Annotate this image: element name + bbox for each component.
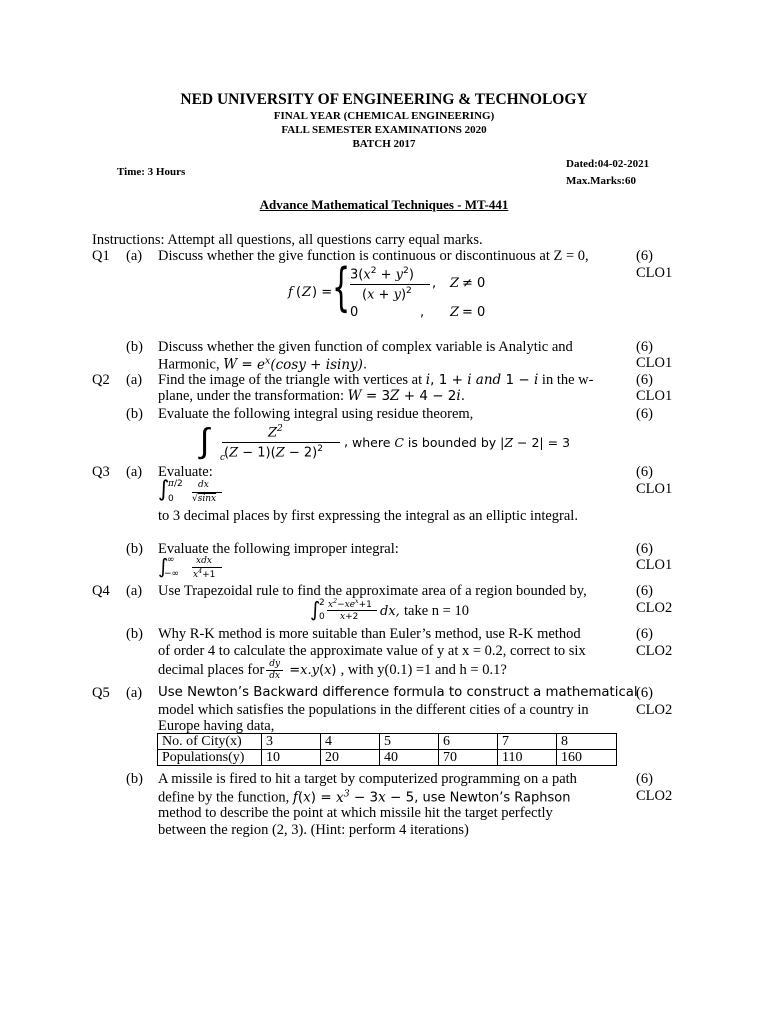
q5b-line1: A missile is fired to hit a target by computerized programming on a path [158,771,577,787]
q4b-dydx: $\frac{dy}{dx}$ [266,660,283,681]
q3a-label: (a) [126,464,143,480]
q5b-line2: define by the function, $f(x) = x^3 - 3x - 5$, use Newton’s Raphson [158,788,571,806]
q1b-line2-text: Harmonic, [158,356,224,373]
q5b-marks: (6) [636,771,653,787]
course-title: Advance Mathematical Techniques - MT-441 [259,197,509,212]
q5b-line3: method to describe the point at which missile hit the target perfectly [158,805,553,821]
q3a-marks: (6) [636,464,653,480]
table-cell: 6 [439,734,498,750]
q2a-marks: (6) [636,372,653,388]
q2a-clo: CLO1 [636,388,673,404]
q5a-clo: CLO2 [636,702,673,718]
q4b-line2: of order 4 to calculate the approximate value of y at x = 0.2, correct to six [158,643,586,659]
q1a-clo: CLO1 [636,265,673,281]
table-cell: 3 [262,734,321,750]
q2a-line2: plane, under the transformation: W = 3Z + 4 − 2i. [158,388,466,404]
q3a-clo: CLO1 [636,481,673,497]
q1a-piecewise-equation: f ( Z ) = { $3(x^2 + y^2)$ $(x + y)^2$ , Z ≠ 0 0 , Z = 0 [288,258,486,320]
question-number-q3: Q3 [92,464,110,480]
question-number-q5: Q5 [92,685,110,701]
q2a-label: (a) [126,372,143,388]
instructions: Instructions: Attempt all questions, all questions carry equal marks. [92,232,483,248]
batch-line: BATCH 2017 [352,138,416,150]
q3b-clo: CLO1 [636,557,673,573]
time-label: Time: 3 Hours [117,166,186,178]
q5a-label: (a) [126,685,143,701]
table-cell: 70 [439,750,498,766]
table-cell: Populations(y) [158,750,262,766]
q1b-line2: Harmonic, $W = e^x(\cos y + isiny)$. [158,355,368,373]
q5b-line4: between the region (2, 3). (Hint: perform 4 iterations) [158,822,469,838]
q1b-label: (b) [126,339,143,355]
q2b-marks: (6) [636,406,653,422]
q1a-text: Discuss whether the give function is continuous or discontinuous at Z = 0, [158,248,589,264]
q2b-label: (b) [126,406,143,422]
q2a-line2-text: plane, under the transformation: [158,388,348,404]
q2a-line1-text: Find the image of the triangle with vertices at [158,372,426,388]
q2b-residue-integral: ∫ c $Z^2$ $(Z - 1)(Z - 2)^2$ , where C is bounded by |Z − 2| = 3 [200,421,571,463]
table-cell: 10 [262,750,321,766]
q1b-marks: (6) [636,339,653,355]
table-cell: 160 [557,750,617,766]
q5b-clo: CLO2 [636,788,673,804]
q3b-improper-integral: ∫ ∞ −∞ xdx $x^4+1$ [158,556,238,584]
table-cell: 7 [498,734,557,750]
q3a-integral: ∫ π /2 0 dx √sinx [158,479,238,509]
q2a-line1-suffix: in the w- [538,372,594,388]
table-cell: 40 [380,750,439,766]
q1a-marks: (6) [636,248,653,264]
table-cell: 20 [321,750,380,766]
q5a-line3: Europe having data, [158,718,275,734]
q5b-line2-suffix: , use Newton’s Raphson [414,790,571,806]
question-number-q4: Q4 [92,583,110,599]
q3a-text: Evaluate: [158,464,213,480]
q3b-text: Evaluate the following improper integral: [158,541,399,557]
table-cell: 110 [498,750,557,766]
q5b-label: (b) [126,771,143,787]
q5a-line1: Use Newton’s Backward difference formula to construct a mathematical [158,685,638,700]
program-line: FINAL YEAR (CHEMICAL ENGINEERING) [273,110,495,122]
q4a-text: Use Trapezoidal rule to find the approximate area of a region bounded by, [158,583,587,599]
table-cell: 5 [380,734,439,750]
q1b-line1: Discuss whether the given function of complex variable is Analytic and [158,339,573,355]
q4b-label: (b) [126,626,143,642]
table-cell: 4 [321,734,380,750]
table-cell: No. of City(x) [158,734,262,750]
q4a-integral: ∫ 2 0 $x^2-xe^x+1$ x+2 dx, take n = 10 [310,597,469,622]
q5a-marks: (6) [636,685,653,701]
q4b-line1: Why R-K method is more suitable than Euler’s method, use R-K method [158,626,581,642]
q2b-bounded: is bounded by [403,435,501,450]
q2a-line1: Find the image of the triangle with vertices at i, 1 + i and 1 − i in the w- [158,372,594,388]
q5b-line2-text: define by the function, [158,789,293,806]
q1b-equation: W [223,356,238,373]
q3b-marks: (6) [636,541,653,557]
question-number-q2: Q2 [92,372,110,388]
table-row [158,750,617,766]
population-table [157,733,617,766]
q4a-take: take n = 10 [404,603,469,619]
table-cell: 8 [557,734,617,750]
q4b-line3-suffix: , with y(0.1) =1 and h = 0.1? [340,661,507,678]
q4b-line3: decimal places for $\frac{dy}{dx}$ = x.y ( x ) , with y(0.1) =1 and h = 0.1? [158,658,507,681]
table-row [158,734,617,750]
q3a-after-text: to 3 decimal places by first expressing the integral as an elliptic integral. [158,508,578,524]
q1a-label: (a) [126,248,143,264]
q4a-clo: CLO2 [636,600,673,616]
university-name: NED UNIVERSITY OF ENGINEERING & TECHNOLOGY [180,91,588,108]
q2b-where: where [352,435,395,450]
max-marks-label: Max.Marks:60 [566,175,636,187]
q2b-text: Evaluate the following integral using residue theorem, [158,406,474,422]
q4b-line3-text: decimal places for [158,661,265,678]
q4a-marks: (6) [636,583,653,599]
q5a-line2: model which satisfies the populations in the different cities of a country in [158,702,589,718]
q4b-marks: (6) [636,626,653,642]
question-number-q1: Q1 [92,248,110,264]
semester-line: FALL SEMESTER EXAMINATIONS 2020 [281,124,487,136]
date-label: Dated:04-02-2021 [566,158,650,170]
q4b-clo: CLO2 [636,643,673,659]
q4a-label: (a) [126,583,143,599]
q1b-clo: CLO1 [636,355,673,371]
q3b-label: (b) [126,541,143,557]
